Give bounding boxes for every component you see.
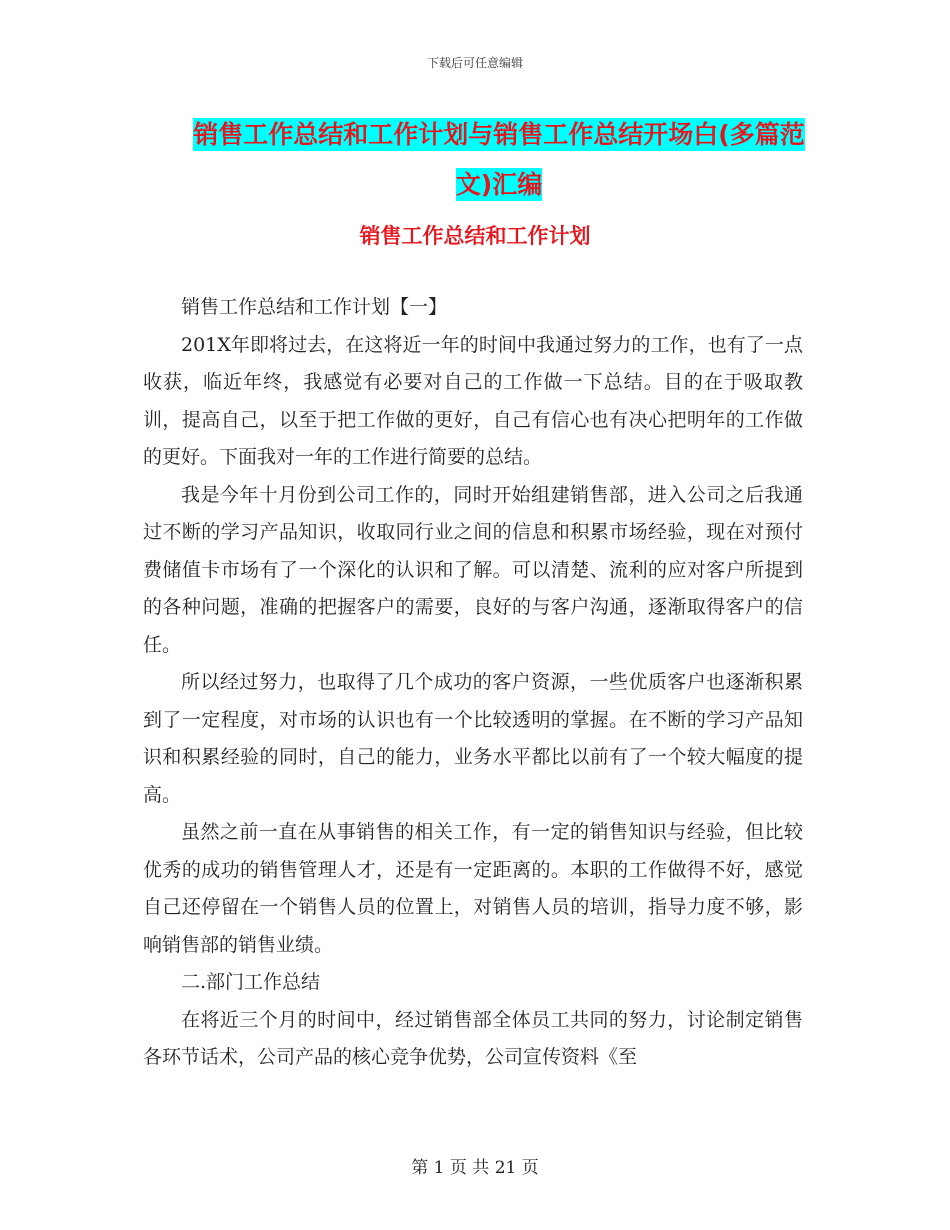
header-note: 下载后可任意编辑 [426, 56, 523, 70]
paragraph: 虽然之前一直在从事销售的相关工作，有一定的销售知识与经验，但比较优秀的成功的销售管理人才，还是有一定距离的。本职的工作做得不好，感觉自己还停留在一个销售人员的位置上，对销售人员的培训，指导力度不够，影响销售部的销售业绩。 [143, 821, 803, 956]
document-title-text: 销售工作总结和工作计划与销售工作总结开场白(多篇范文)汇编 [193, 120, 805, 199]
paragraph: 在将近三个月的时间中，经过销售部全体员工共同的努力，讨论制定销售各环节话术，公司产品的核心竞争优势，公司宣传资料《至 [143, 1008, 803, 1068]
paragraph: 201X年即将过去，在这将近一年的时间中我通过努力的工作，也有了一点收获，临近年终，我感觉有必要对自己的工作做一下总结。目的在于吸取教训，提高自己，以至于把工作做的更好，自己有信心也有决心把明年的工作做的更好。下面我对一年的工作进行简要的总结。 [143, 333, 803, 468]
document-body [143, 289, 803, 1077]
document-title [186, 110, 812, 210]
paragraph: 所以经过努力，也取得了几个成功的客户资源，一些优质客户也逐渐积累到了一定程度，对市场的认识也有一个比较透明的掌握。在不断的学习产品知识和积累经验的同时，自己的能力，业务水平都比以前有了一个较大幅度的提高。 [143, 671, 803, 806]
page-number: 第 1 页 共 21 页 [411, 1158, 539, 1178]
paragraph: 二.部门工作总结 [181, 971, 321, 993]
section-title: 销售工作总结和工作计划 [359, 224, 591, 248]
paragraph: 销售工作总结和工作计划【一】 [181, 296, 448, 318]
paragraph: 我是今年十月份到公司工作的，同时开始组建销售部，进入公司之后我通过不断的学习产品知识，收取同行业之间的信息和积累市场经验，现在对预付费储值卡市场有了一个深化的认识和了解。可以清楚、流利的应对客户所提到的各种问题，准确的把握客户的需要，良好的与客户沟通，逐渐取得客户的信任。 [143, 483, 803, 656]
